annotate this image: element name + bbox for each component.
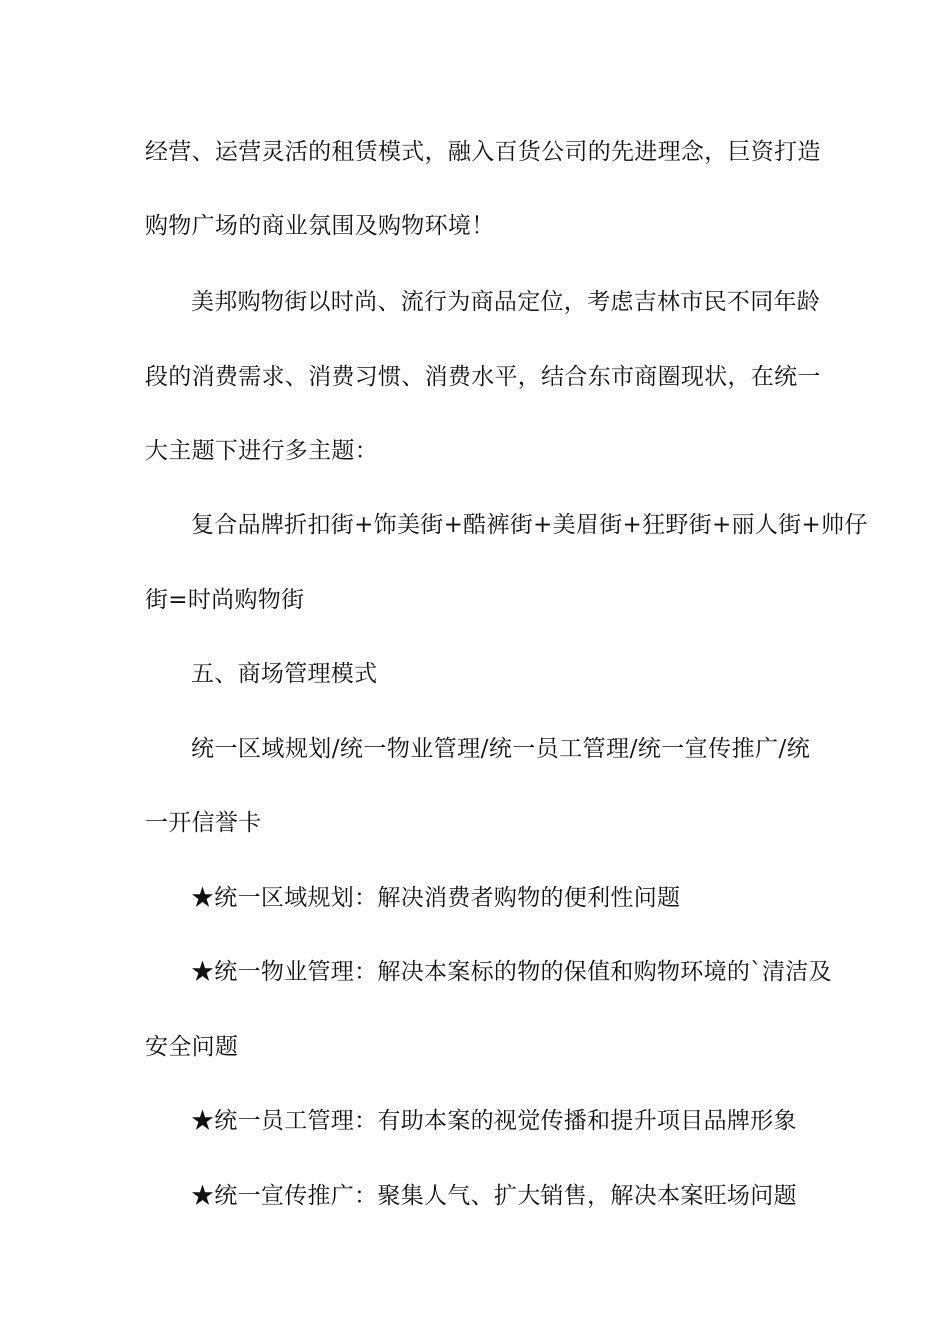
paragraph-line: 美邦购物街以时尚、流行为商品定位，考虑吉林市民不同年龄 [191, 289, 821, 315]
paragraph-line: 大主题下进行多主题： [145, 438, 378, 464]
bullet-item: ★统一区域规划：解决消费者购物的便利性问题 [191, 885, 681, 911]
paragraph-line: 街=时尚购物街 [145, 587, 305, 613]
bullet-item: ★统一员工管理：有助本案的视觉传播和提升项目品牌形象 [191, 1108, 797, 1134]
paragraph-line: 段的消费需求、消费习惯、消费水平，结合东市商圈现状，在统一 [145, 364, 821, 390]
paragraph-line: 统一区域规划/统一物业管理/统一员工管理/统一宣传推广/统 [191, 736, 810, 762]
paragraph-line: 经营、运营灵活的租赁模式，融入百货公司的先进理念，巨资打造 [145, 139, 821, 165]
bullet-item: ★统一物业管理：解决本案标的物的保值和购物环境的`清洁及 [191, 959, 832, 985]
paragraph-line: 购物广场的商业氛围及购物环境！ [145, 213, 495, 239]
paragraph-line: 安全问题 [145, 1034, 239, 1060]
section-heading: 五、商场管理模式 [191, 661, 378, 687]
paragraph-line: 复合品牌折扣街+饰美街+酷裤街+美眉街+狂野街+丽人街+帅仔 [191, 512, 868, 538]
bullet-item: ★统一宣传推广：聚集人气、扩大销售，解决本案旺场问题 [191, 1183, 797, 1209]
paragraph-line: 一开信誉卡 [145, 810, 262, 836]
